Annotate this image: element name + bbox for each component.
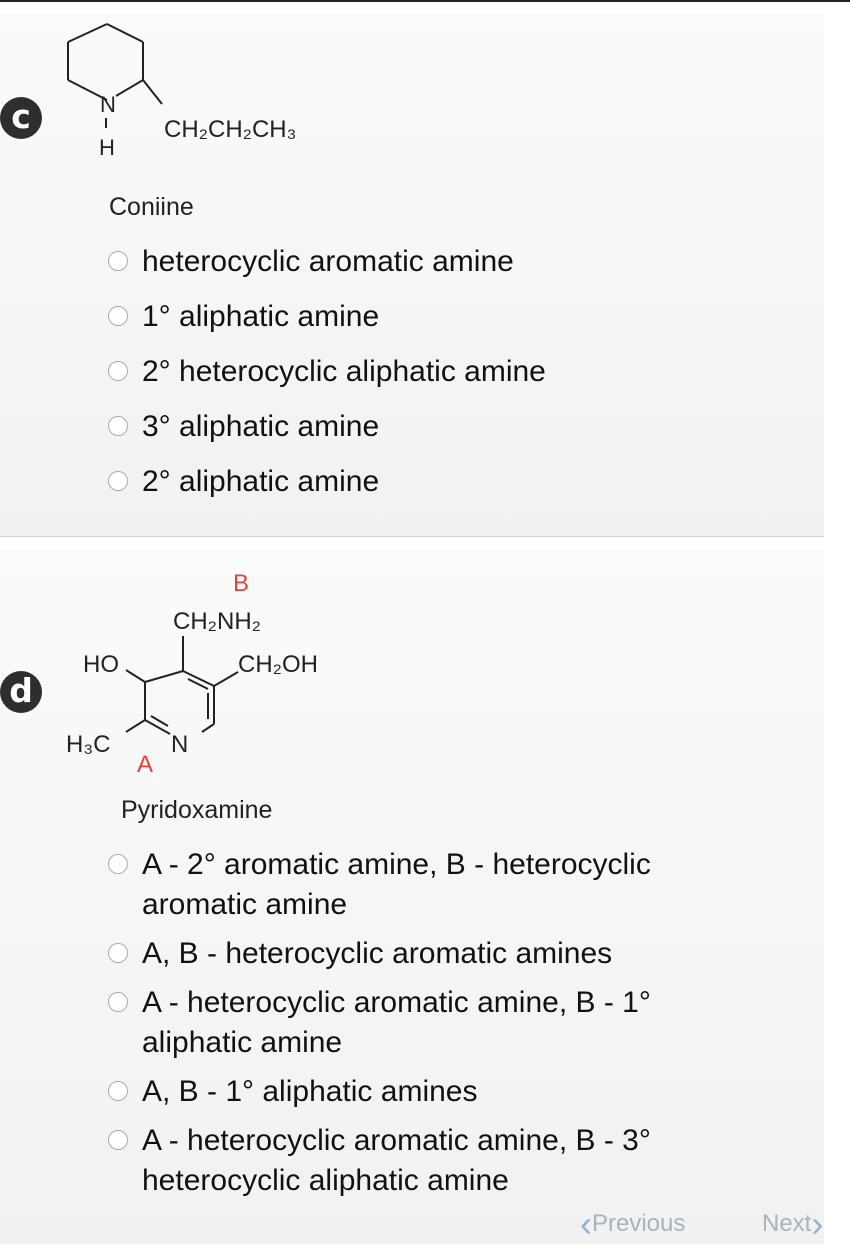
answer-options-d [108, 845, 768, 1210]
option-label: 2° heterocyclic aliphatic amine [142, 355, 546, 388]
option-d-2[interactable] [108, 934, 768, 974]
pyridoxamine-structure [60, 566, 380, 786]
ch2nh2-group-label: CH₂NH₂ [173, 608, 261, 635]
radio-button[interactable] [108, 306, 128, 326]
amine-label-a: A [137, 751, 154, 778]
option-c-4[interactable] [108, 407, 748, 447]
answer-options-c [108, 242, 748, 517]
option-label: A, B - 1° aliphatic amines [142, 1075, 478, 1108]
compound-name-coniine: Coniine [109, 193, 194, 221]
top-border [0, 0, 850, 2]
option-label: heterocyclic aromatic amine [142, 245, 514, 278]
radio-button[interactable] [108, 943, 128, 963]
radio-button[interactable] [108, 1130, 128, 1150]
option-d-1[interactable] [108, 845, 768, 925]
previous-button[interactable] [580, 1203, 686, 1244]
radio-button[interactable] [108, 1081, 128, 1101]
ring-nitrogen-atom: N [171, 731, 189, 758]
option-d-5[interactable] [108, 1121, 768, 1201]
next-button[interactable] [762, 1203, 824, 1244]
option-label: 2° aliphatic amine [142, 465, 380, 498]
hydroxyl-group-label: HO [83, 651, 119, 678]
option-label: 1° aliphatic amine [142, 300, 380, 333]
coniine-n-atom: N [100, 92, 116, 117]
option-c-5[interactable] [108, 462, 748, 502]
option-label: A, B - heterocyclic aromatic amines [142, 937, 613, 970]
option-c-1[interactable] [108, 242, 748, 282]
radio-button[interactable] [108, 361, 128, 381]
question-c-badge: c [0, 97, 42, 139]
option-c-2[interactable] [108, 297, 748, 337]
question-d-badge: d [0, 671, 42, 713]
next-label: Next [762, 1210, 812, 1237]
radio-button[interactable] [108, 471, 128, 491]
coniine-h-atom: H [99, 135, 115, 160]
amine-label-b: B [233, 570, 250, 597]
coniine-structure [60, 22, 380, 172]
option-c-3[interactable] [108, 352, 748, 392]
radio-button[interactable] [108, 854, 128, 874]
coniine-propyl-label: CH₂CH₂CH₃ [164, 116, 297, 143]
radio-button[interactable] [108, 416, 128, 436]
option-d-3[interactable] [108, 983, 768, 1063]
option-label: 3° aliphatic amine [142, 410, 380, 443]
option-label: A - 2° aromatic amine, B - heterocyclic aromatic amine [142, 848, 651, 921]
previous-label: Previous [592, 1210, 686, 1237]
option-label: A - heterocyclic aromatic amine, B - 3° heterocyclic aliphatic amine [142, 1124, 651, 1197]
radio-button[interactable] [108, 251, 128, 271]
option-label: A - heterocyclic aromatic amine, B - 1° aliphatic amine [142, 986, 651, 1059]
chevron-left-icon: ‹ [580, 1203, 592, 1244]
compound-name-pyridoxamine: Pyridoxamine [121, 796, 273, 824]
methyl-group-label: H₃C [66, 731, 111, 758]
ch2oh-group-label: CH₂OH [238, 651, 318, 678]
option-d-4[interactable] [108, 1072, 768, 1112]
chevron-right-icon: › [811, 1203, 824, 1244]
radio-button[interactable] [108, 992, 128, 1012]
